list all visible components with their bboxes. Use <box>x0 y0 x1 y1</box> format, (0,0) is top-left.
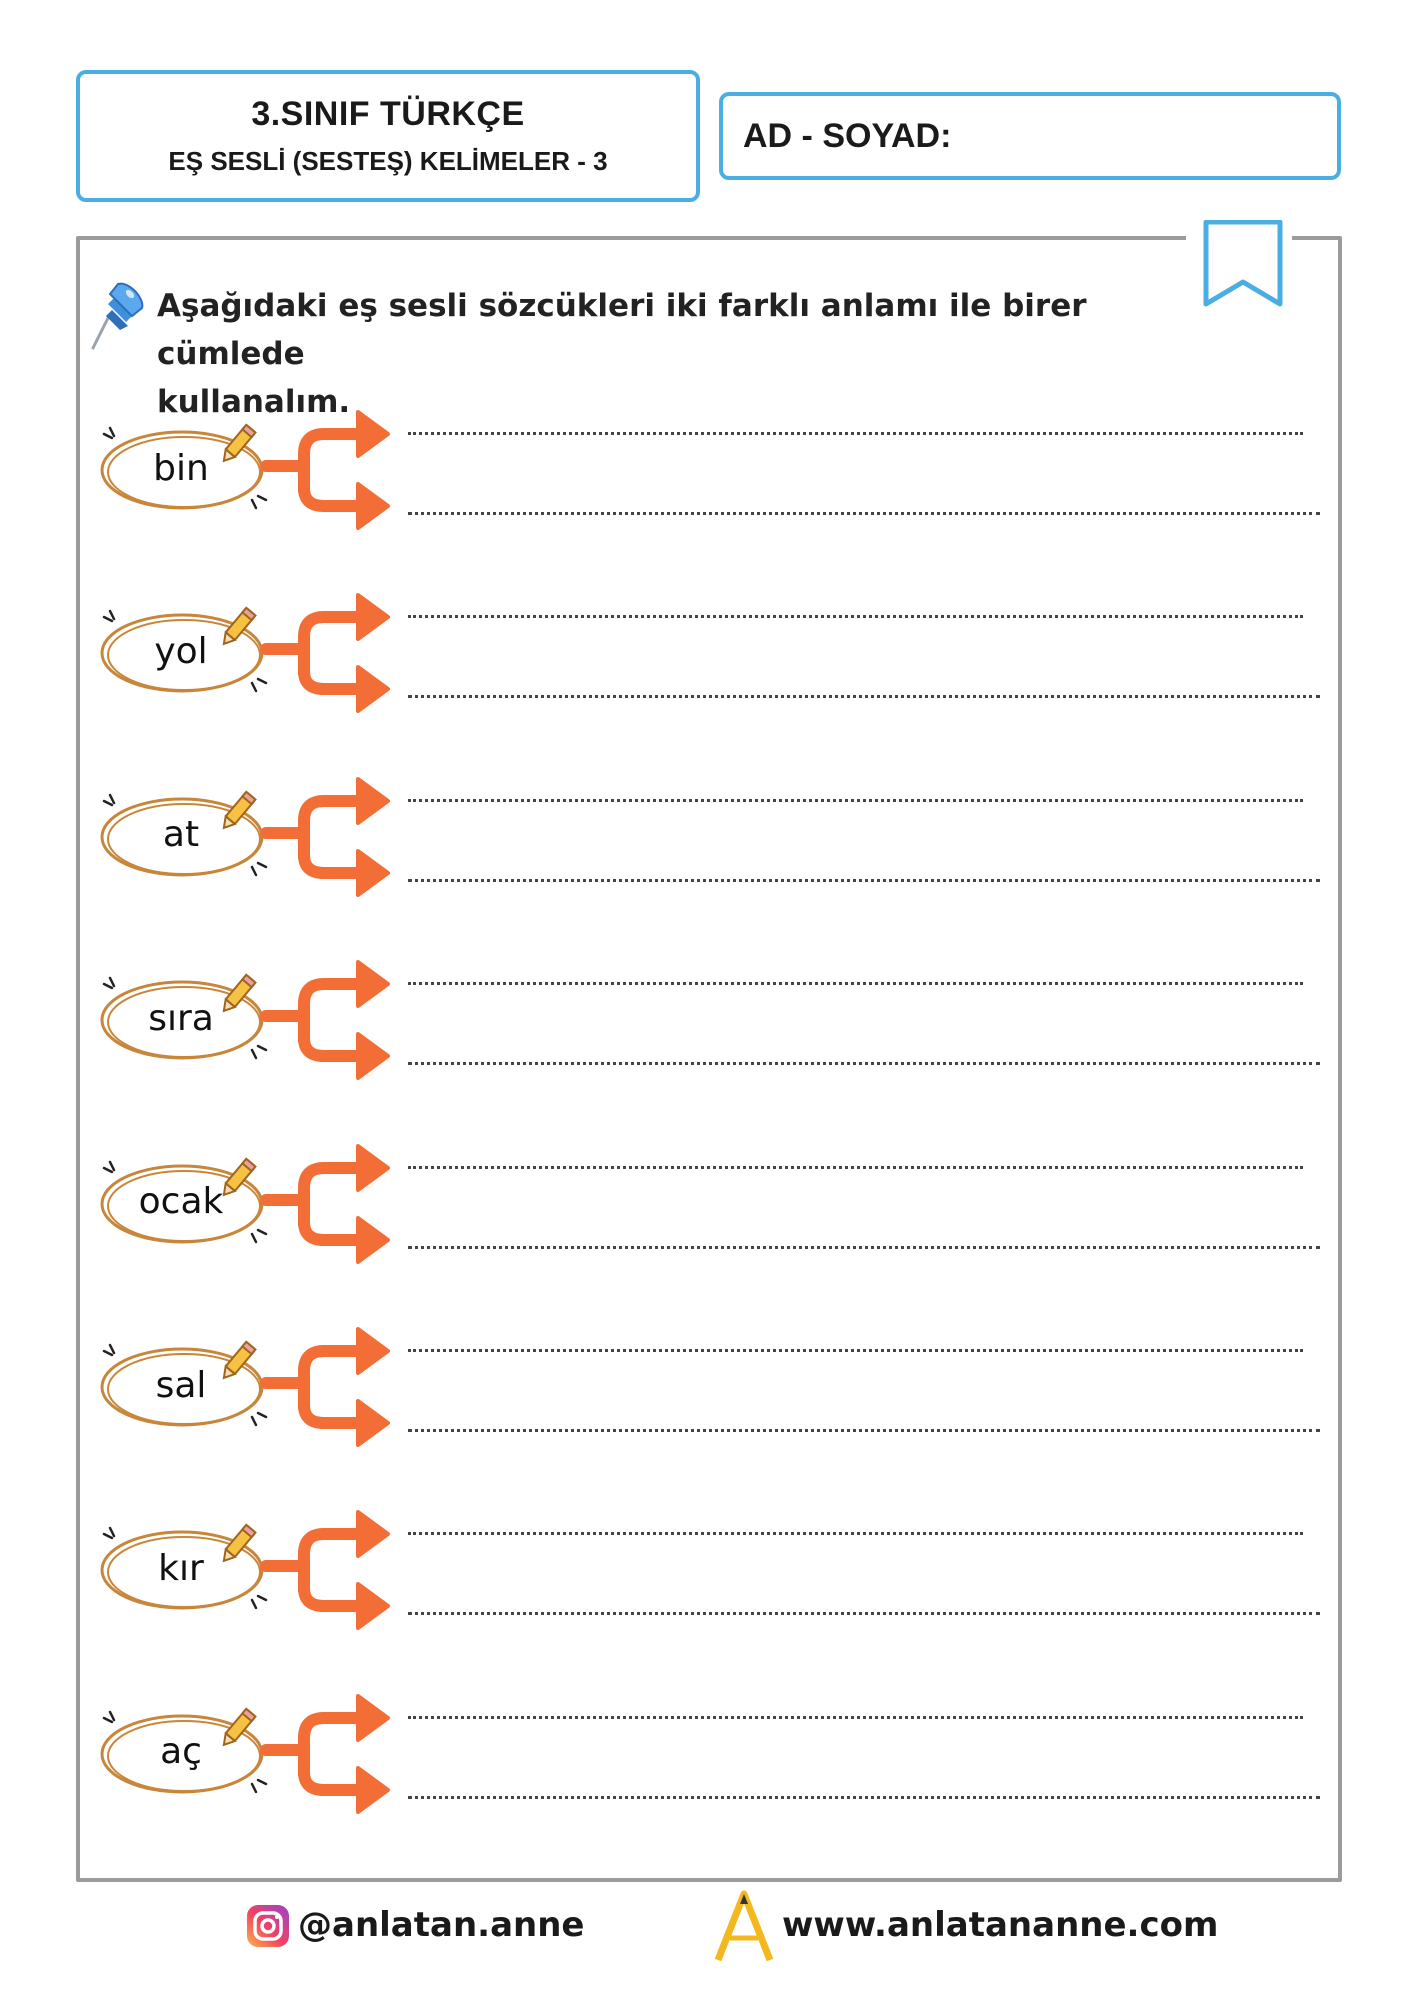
branch-arrow-icon <box>258 1684 398 1814</box>
word-row <box>0 1317 1414 1467</box>
homonym-word: sal <box>155 1364 207 1406</box>
word-row <box>0 950 1414 1100</box>
answer-line-2[interactable] <box>408 1612 1320 1615</box>
branch-arrow-icon <box>258 1500 398 1630</box>
footer <box>0 1898 1414 1968</box>
answer-line-2[interactable] <box>408 512 1320 515</box>
homonym-word: ocak <box>138 1181 224 1223</box>
branch-arrow-icon <box>258 1317 398 1447</box>
answer-line-1[interactable] <box>408 432 1303 435</box>
answer-line-1[interactable] <box>408 1349 1303 1352</box>
name-field[interactable] <box>719 92 1341 180</box>
answer-line-1[interactable] <box>408 982 1303 985</box>
answer-line-1[interactable] <box>408 1166 1303 1169</box>
instagram-icon[interactable] <box>246 1904 290 1948</box>
word-row <box>0 767 1414 917</box>
word-row <box>0 400 1414 550</box>
answer-line-1[interactable] <box>408 799 1303 802</box>
instruction-line-2: kullanalım. <box>157 384 351 420</box>
word-row <box>0 1500 1414 1650</box>
branch-arrow-icon <box>258 400 398 530</box>
instagram-handle[interactable]: @anlatan.anne <box>298 1905 585 1945</box>
homonym-word: kır <box>158 1547 204 1589</box>
page-subtitle: EŞ SESLİ (SESTEŞ) KELİMELER - 3 <box>168 146 608 176</box>
answer-line-2[interactable] <box>408 1429 1320 1432</box>
bookmark-icon <box>1200 220 1286 308</box>
homonym-word: yol <box>154 630 208 672</box>
title-box <box>76 70 700 202</box>
answer-line-1[interactable] <box>408 1716 1303 1719</box>
answer-line-2[interactable] <box>408 1796 1320 1799</box>
pushpin-icon <box>88 280 146 352</box>
homonym-word: aç <box>160 1731 202 1773</box>
answer-line-2[interactable] <box>408 879 1320 882</box>
answer-line-1[interactable] <box>408 615 1303 618</box>
homonym-word: bin <box>153 447 209 489</box>
answer-line-2[interactable] <box>408 695 1320 698</box>
page-title: 3.SINIF TÜRKÇE <box>251 95 525 133</box>
answer-line-2[interactable] <box>408 1062 1320 1065</box>
homonym-word: at <box>162 814 200 856</box>
word-row <box>0 583 1414 733</box>
branch-arrow-icon <box>258 1134 398 1264</box>
logo-a-icon <box>714 1890 774 1962</box>
word-row <box>0 1134 1414 1284</box>
homonym-word: sıra <box>148 997 214 1039</box>
word-row <box>0 1684 1414 1834</box>
name-label: AD - SOYAD: <box>743 116 952 155</box>
instruction-line-1: Aşağıdaki eş sesli sözcükleri iki farklı anlamı ile birer cümlede <box>157 288 1087 372</box>
website-link[interactable]: www.anlatananne.com <box>782 1905 1219 1945</box>
branch-arrow-icon <box>258 767 398 897</box>
answer-line-1[interactable] <box>408 1532 1303 1535</box>
branch-arrow-icon <box>258 950 398 1080</box>
branch-arrow-icon <box>258 583 398 713</box>
answer-line-2[interactable] <box>408 1246 1320 1249</box>
